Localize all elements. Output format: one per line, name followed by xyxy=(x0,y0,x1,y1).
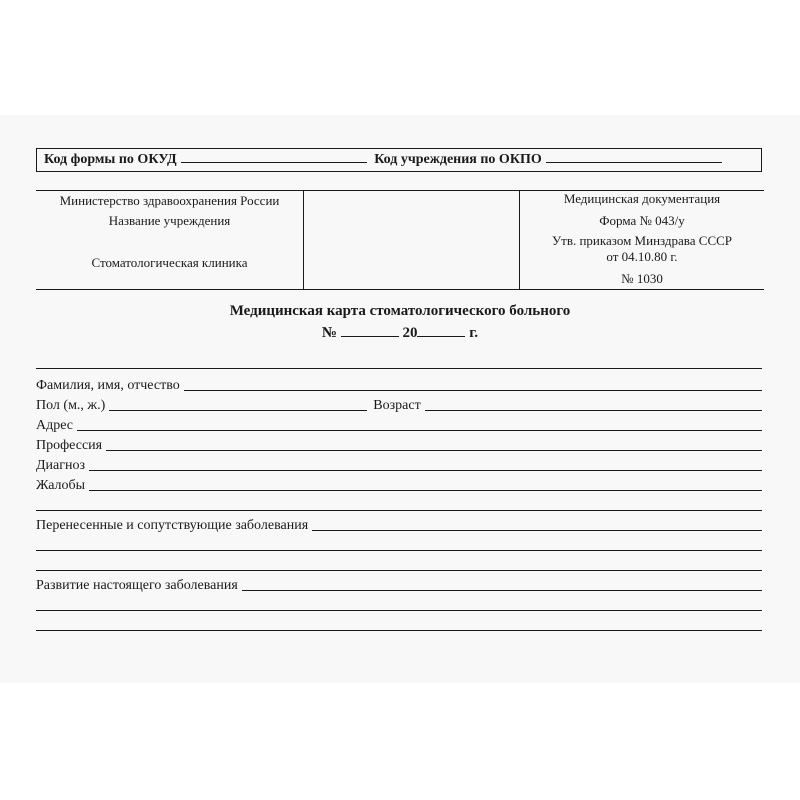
past-diseases-label: Перенесенные и сопутствующие заболевания xyxy=(36,518,309,533)
header-right-cell xyxy=(520,191,764,289)
header-middle-cell xyxy=(304,191,520,289)
card-number-input-line[interactable] xyxy=(341,322,399,337)
blank-line[interactable] xyxy=(36,610,762,611)
full-name-input-line[interactable] xyxy=(184,389,762,391)
blank-line[interactable] xyxy=(36,550,762,551)
diagnosis-row xyxy=(36,454,762,474)
year-suffix: г. xyxy=(469,325,479,341)
profession-row xyxy=(36,434,762,454)
order-number-text: № 1030 xyxy=(621,271,663,286)
number-prefix: № xyxy=(321,325,337,341)
disease-development-label: Развитие настоящего заболевания xyxy=(36,578,238,593)
header-left-cell xyxy=(36,191,304,289)
address-label: Адрес xyxy=(36,418,74,433)
age-label: Возраст xyxy=(373,398,421,413)
blank-line[interactable] xyxy=(36,368,762,369)
doc-type-text: Медицинская документация xyxy=(563,191,721,206)
sex-label: Пол (м., ж.) xyxy=(36,398,106,413)
diagnosis-input-line[interactable] xyxy=(89,469,762,471)
blank-line[interactable] xyxy=(36,510,762,511)
disease-development-input-line[interactable] xyxy=(242,589,762,591)
header-table xyxy=(36,190,764,290)
diagnosis-label: Диагноз xyxy=(36,458,86,473)
blank-line[interactable] xyxy=(36,630,762,631)
sex-age-row xyxy=(36,394,762,414)
institution-label: Название учреждения xyxy=(108,213,231,228)
blank-line[interactable] xyxy=(36,570,762,571)
age-input-line[interactable] xyxy=(425,409,762,411)
complaints-input-line[interactable] xyxy=(89,489,762,491)
full-name-row xyxy=(36,374,762,394)
okud-label: Код формы по ОКУД xyxy=(44,152,177,167)
complaints-row xyxy=(36,474,762,494)
past-diseases-row xyxy=(36,514,762,534)
address-input-line[interactable] xyxy=(77,429,762,431)
approval-line-2: от 04.10.80 г. xyxy=(606,249,678,264)
okud-input-line[interactable] xyxy=(181,149,367,163)
disease-development-row xyxy=(36,574,762,594)
sex-input-line[interactable] xyxy=(109,409,367,411)
full-name-label: Фамилия, имя, отчество xyxy=(36,378,180,393)
address-row xyxy=(36,414,762,434)
card-year-input-line[interactable] xyxy=(417,322,465,337)
ministry-text: Министерство здравоохранения России xyxy=(59,193,280,208)
institution-name: Стоматологическая клиника xyxy=(91,255,248,270)
form-number-text: Форма № 043/у xyxy=(599,213,685,228)
approval-line-1: Утв. приказом Минздрава СССР xyxy=(551,233,733,248)
profession-input-line[interactable] xyxy=(106,449,762,451)
form-codes-box xyxy=(36,148,762,172)
card-title: Медицинская карта стоматологического больного xyxy=(229,303,571,319)
profession-label: Профессия xyxy=(36,438,103,453)
complaints-label: Жалобы xyxy=(36,478,86,493)
okpo-input-line[interactable] xyxy=(546,149,722,163)
card-number-line xyxy=(0,322,800,343)
okpo-label: Код учреждения по ОКПО xyxy=(374,152,542,167)
year-prefix: 20 xyxy=(402,325,418,341)
past-diseases-input-line[interactable] xyxy=(312,529,762,531)
